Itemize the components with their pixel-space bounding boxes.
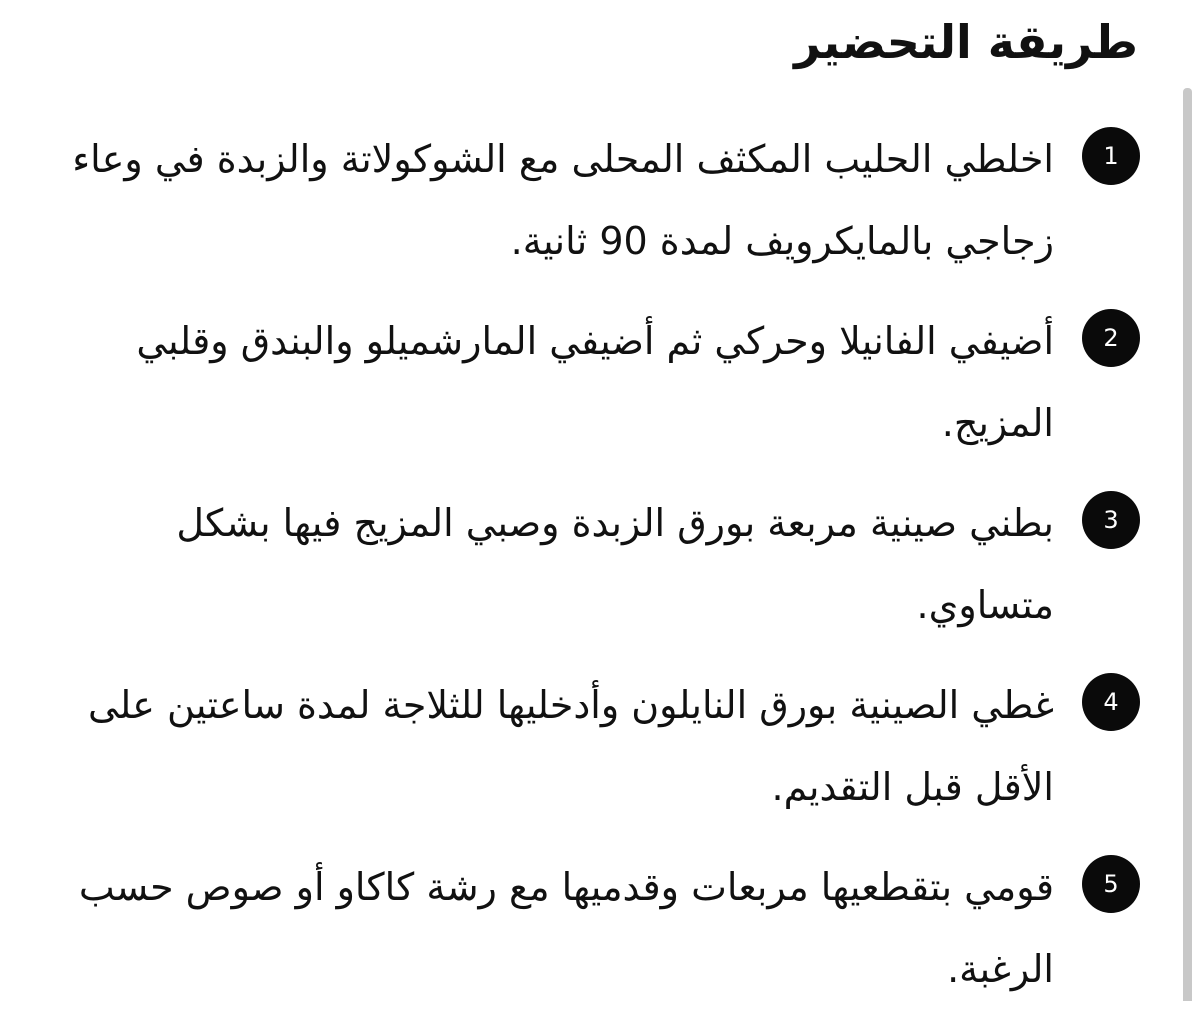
step-number-badge: 4 (1082, 673, 1140, 731)
step-text: غطي الصينية بورق النايلون وأدخليها للثلاجة لمدة ساعتين على الأقل قبل التقديم. (87, 683, 1054, 809)
step-text: بطني صينية مربعة بورق الزبدة وصبي المزيج فيها بشكل متساوي. (176, 501, 1054, 627)
step-item-1 (50, 118, 1140, 300)
step-number-badge: 1 (1082, 127, 1140, 185)
step-item-2 (50, 300, 1140, 482)
step-number-badge: 3 (1082, 491, 1140, 549)
step-text: قومي بتقطعيها مربعات وقدميها مع رشة كاكاو أو صوص حسب الرغبة. (78, 865, 1054, 991)
step-item-3 (50, 482, 1140, 664)
step-number-badge: 5 (1082, 855, 1140, 913)
scrollbar[interactable] (1183, 88, 1192, 1001)
steps-list (50, 118, 1140, 1028)
step-text: اخلطي الحليب المكثف المحلى مع الشوكولاتة والزبدة في وعاء زجاجي بالمايكرويف لمدة 90 ثانية. (72, 137, 1054, 263)
section-title: طريقة التحضير (794, 15, 1138, 69)
step-text: أضيفي الفانيلا وحركي ثم أضيفي المارشميلو والبندق وقلبي المزيج. (136, 319, 1054, 445)
step-number-badge: 2 (1082, 309, 1140, 367)
step-item-4 (50, 664, 1140, 846)
